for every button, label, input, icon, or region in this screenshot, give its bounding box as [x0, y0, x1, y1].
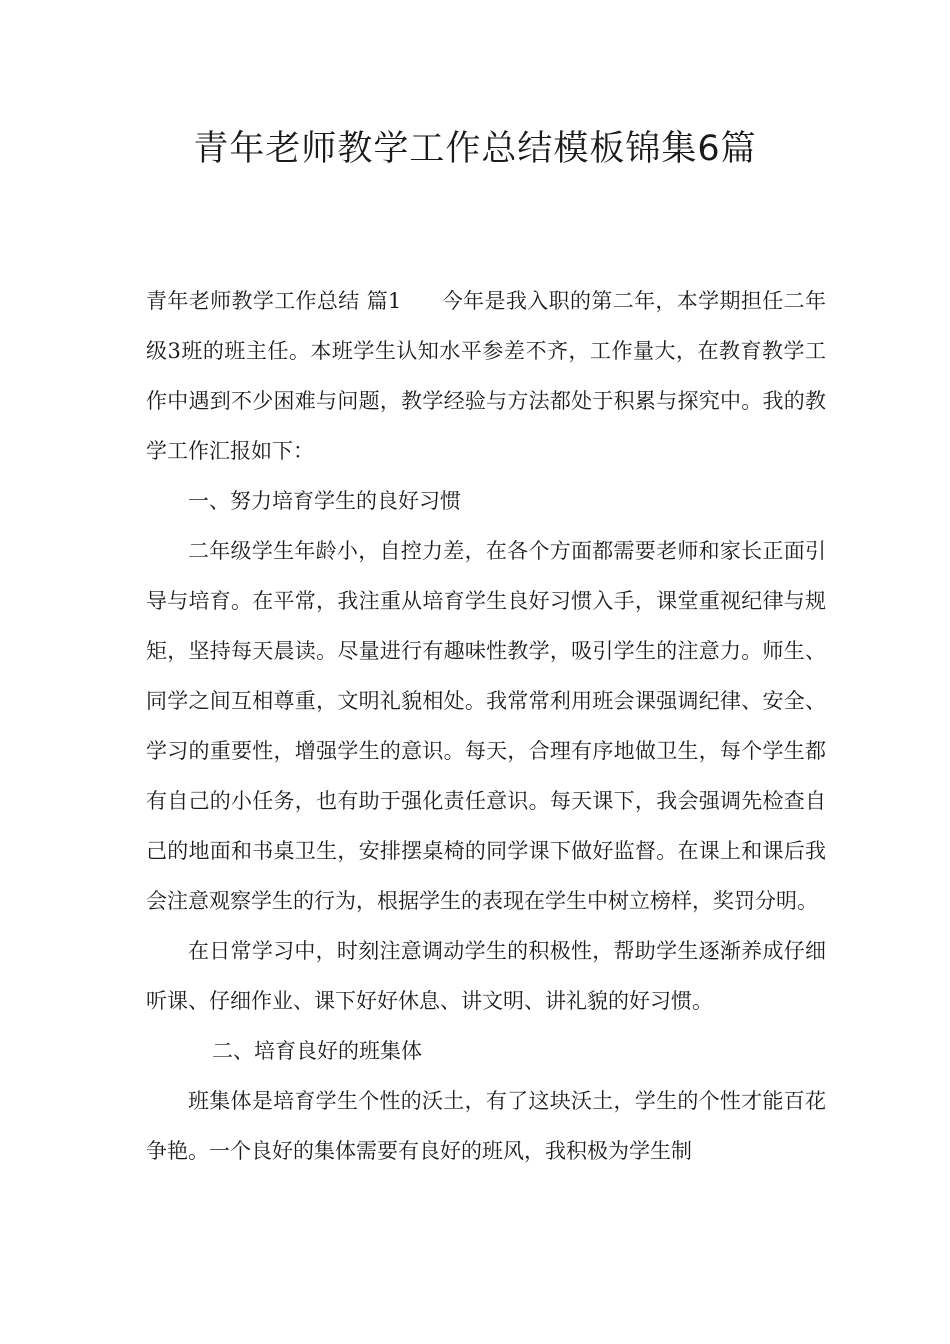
paragraph-habits: 二年级学生年龄小，自控力差，在各个方面都需要老师和家长正面引导与培育。在平常，我注重从培育学生良好习惯入手，课堂重视纪律与规矩，坚持每天晨读。尽量进行有趣味性教学，吸引学生的注意力。师生、同学之间互相尊重，文明礼貌相处。我常常利用班会课强调纪律、安全、学习的重要性，增强学生的意识。每天，合理有序地做卫生，每个学生都有自己的小任务，也有助于强化责任意识。每天课下，我会强调先检查自己的地面和书桌卫生，安排摆桌椅的同学课下做好监督。在课上和课后我会注意观察学生的行为，根据学生的表现在学生中树立榜样，奖罚分明。	[146, 539, 826, 913]
section-heading-1: 一、努力培育学生的良好习惯	[188, 489, 461, 513]
paragraph-daily-study: 在日常学习中，时刻注意调动学生的积极性，帮助学生逐渐养成仔细听课、仔细作业、课下好好休息、讲文明、讲礼貌的好习惯。	[146, 939, 826, 1013]
paragraph-intro-text: 今年是我入职的第二年，本学期担任二年级3班的班主任。本班学生认知水平参差不齐，工作量大，在教育教学工作中遇到不少困难与问题，教学经验与方法都处于积累与探究中。我的教学工作汇报如下：	[146, 289, 826, 463]
article-heading: 青年老师教学工作总结 篇1	[146, 289, 402, 313]
document-body	[146, 276, 826, 1176]
paragraph-class-collective: 班集体是培育学生个性的沃土，有了这块沃土，学生的个性才能百花争艳。一个良好的集体需要有良好的班风，我积极为学生制	[146, 1089, 826, 1163]
section-heading-2: 二、培育良好的班集体	[212, 1039, 422, 1063]
document-title: 青年老师教学工作总结模板锦集6篇	[193, 129, 757, 169]
paragraph-intro	[146, 276, 826, 476]
